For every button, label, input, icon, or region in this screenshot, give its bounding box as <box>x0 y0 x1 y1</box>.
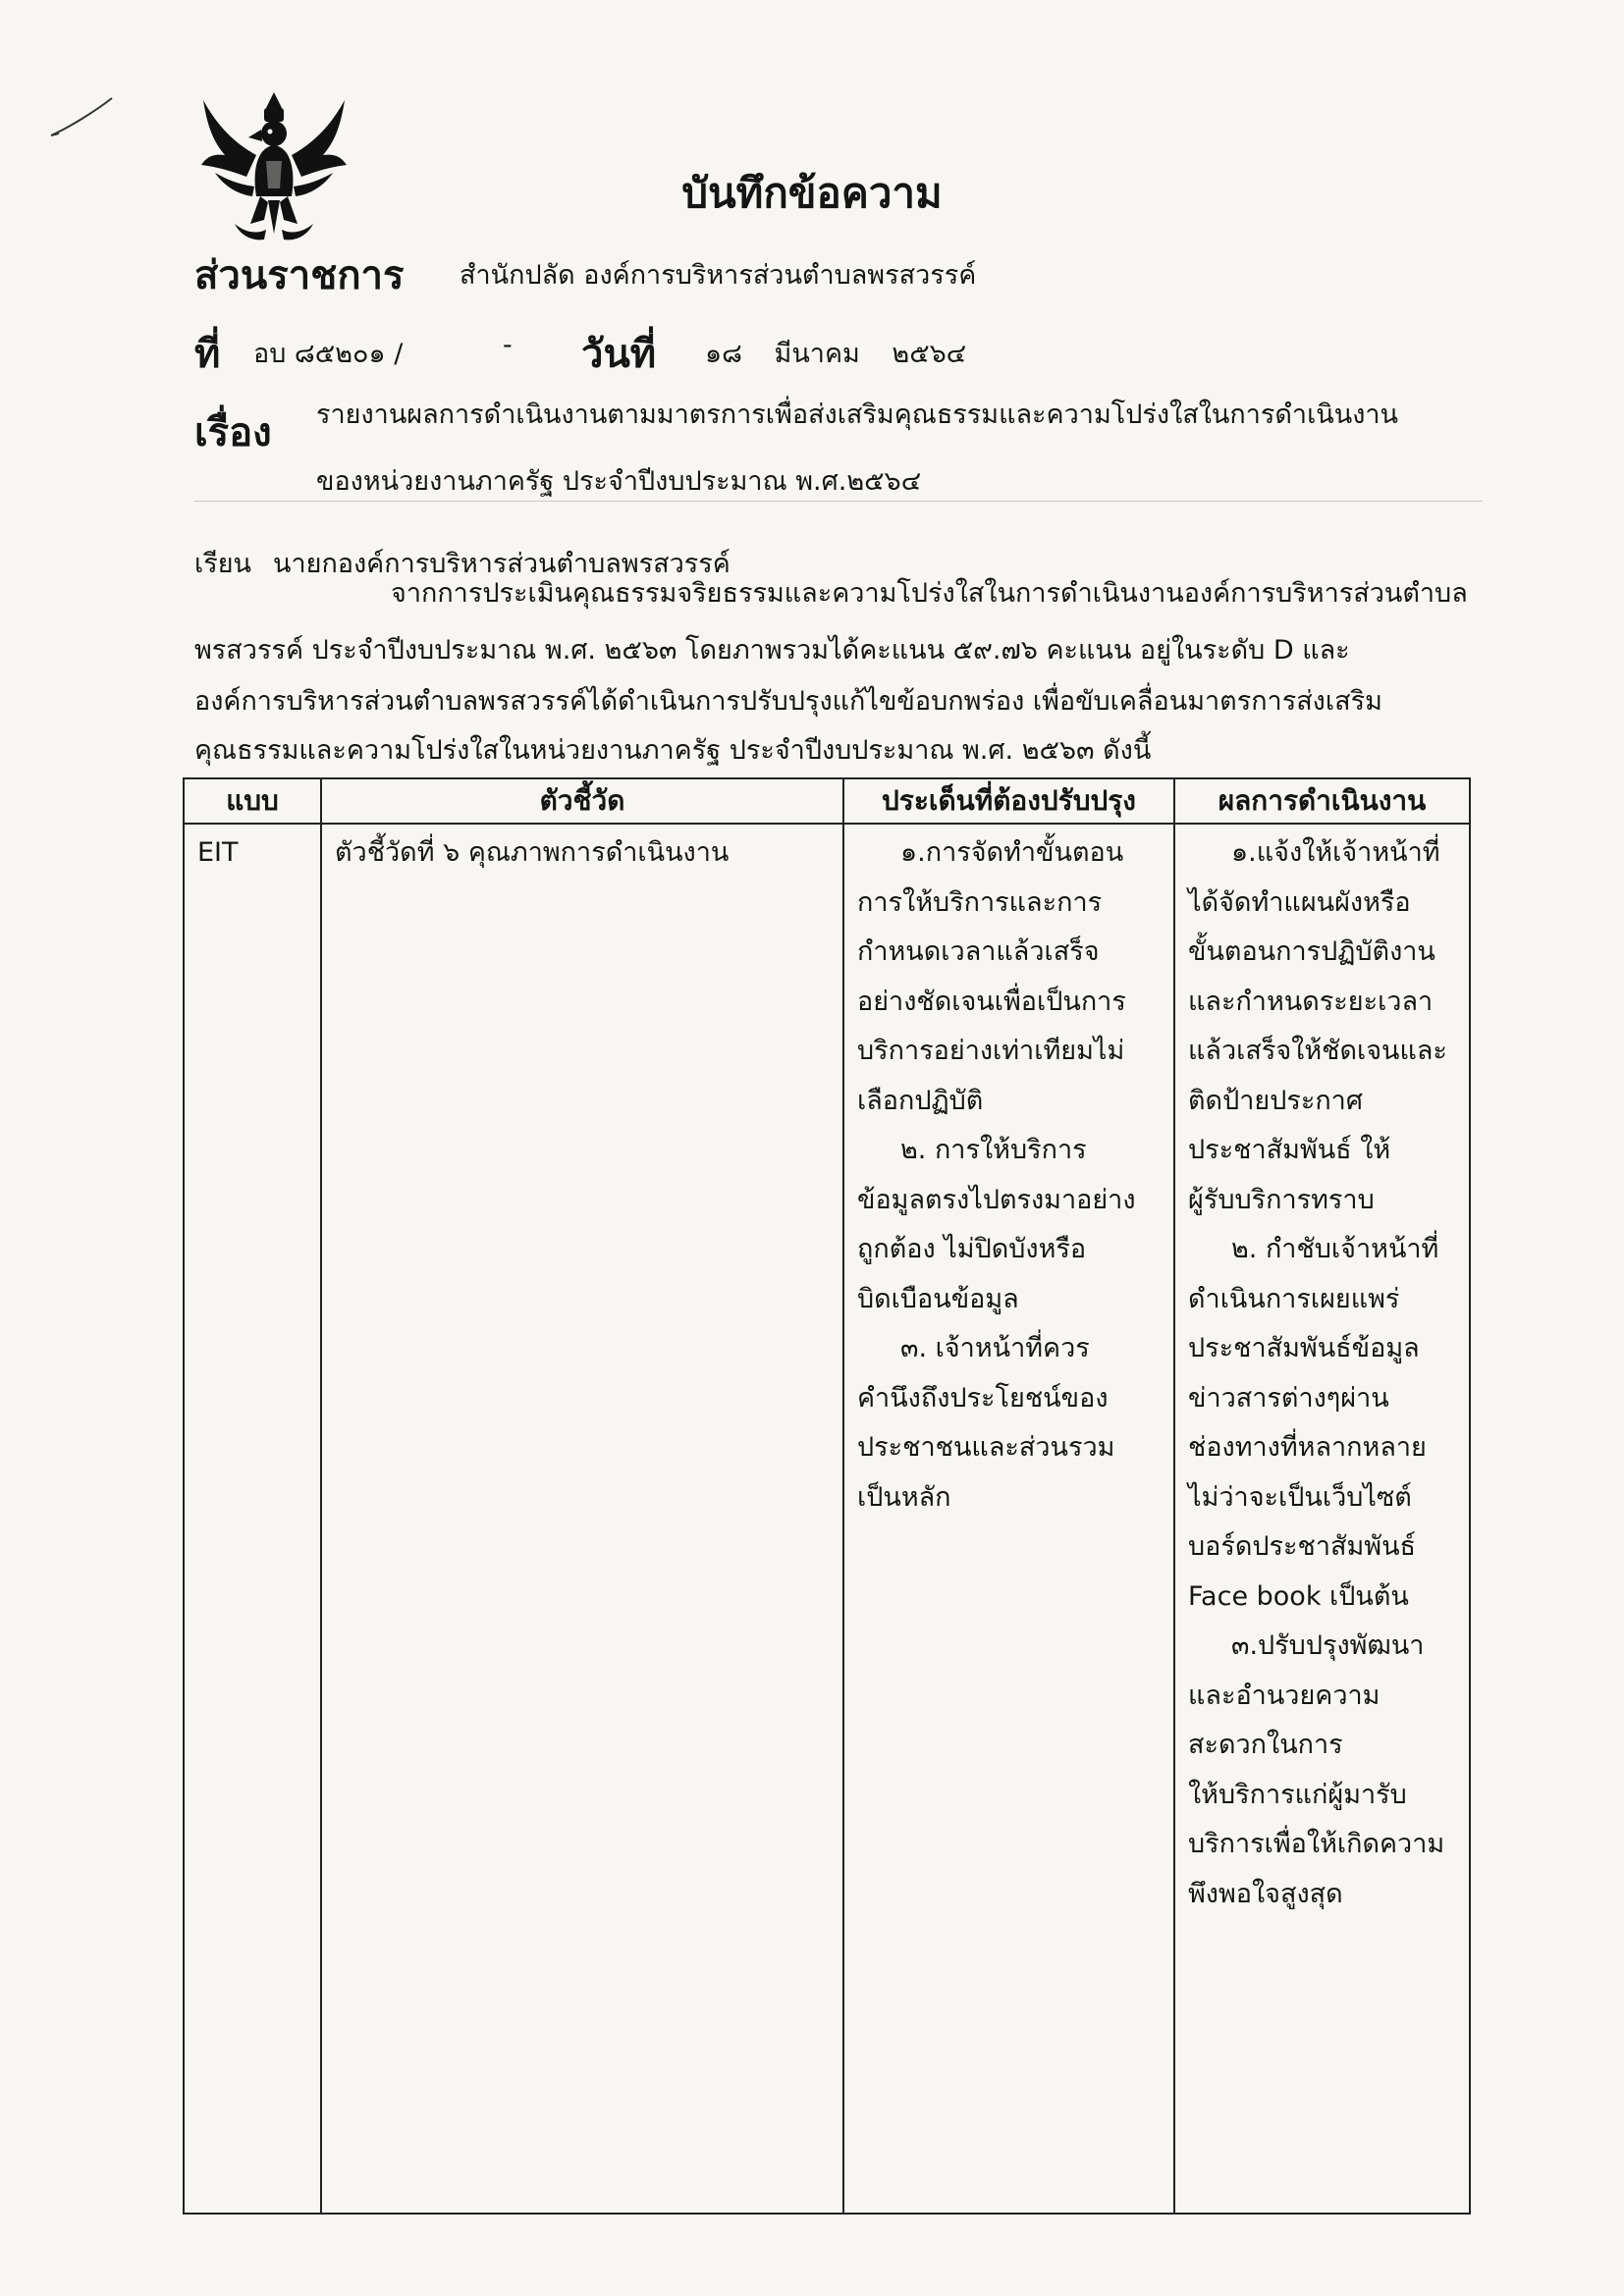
result-line: ไม่ว่าจะเป็นเว็บไซต์ <box>1188 1481 1412 1513</box>
result-line: ได้จัดทำแผนผังหรือ <box>1188 886 1411 918</box>
results-table <box>183 777 1471 2215</box>
salutation-label: เรียน <box>194 549 252 579</box>
agency-value: สำนักปลัด องค์การบริหารส่วนตำบลพรสวรรค์ <box>460 260 977 291</box>
issue-line: ข้อมูลตรงไปตรงมาอย่าง <box>857 1184 1136 1215</box>
body-line-4: คุณธรรมและความโปร่งใสในหน่วยงานภาครัฐ ประจำปีงบประมาณ พ.ศ. ๒๕๖๓ ดังนี้ <box>194 735 1152 766</box>
cell-indicator <box>321 824 843 2214</box>
issue-line: การให้บริการและการ <box>857 886 1103 918</box>
type-value: EIT <box>197 837 239 868</box>
result-line: บอร์ดประชาสัมพันธ์ <box>1188 1531 1417 1562</box>
result-line: ๒. กำชับเจ้าหน้าที่ <box>1231 1234 1439 1264</box>
issue-line: คำนึงถึงประโยชน์ของ <box>857 1382 1109 1414</box>
issue-line: กำหนดเวลาแล้วเสร็จ <box>857 936 1100 967</box>
result-line: ๓.ปรับปรุงพัฒนา <box>1231 1630 1425 1661</box>
table-header-row <box>184 778 1470 824</box>
subject-label: เรื่อง <box>194 410 272 455</box>
ref-dash: - <box>503 330 513 360</box>
result-line: สะดวกในการ <box>1188 1730 1343 1760</box>
issue-line: บิดเบือนข้อมูล <box>857 1283 1019 1314</box>
ref-label: ที่ <box>194 332 221 377</box>
result-line: ประชาสัมพันธ์ข้อมูล <box>1188 1333 1420 1363</box>
header-results: ผลการดำเนินงาน <box>1174 778 1470 824</box>
cell-results <box>1174 824 1470 2214</box>
result-line: ประชาสัมพันธ์ ให้ <box>1188 1135 1391 1165</box>
result-line: ๑.แจ้งให้เจ้าหน้าที่ <box>1231 837 1440 868</box>
body-line-3: องค์การบริหารส่วนตำบลพรสวรรค์ได้ดำเนินการปรับปรุงแก้ไขข้อบกพร่อง เพื่อขับเคลื่อนมาตรการส่งเสริม <box>194 686 1382 717</box>
cell-issues <box>843 824 1174 2214</box>
header-indicator: ตัวชี้วัด <box>321 778 843 824</box>
issue-line: อย่างชัดเจนเพื่อเป็นการ <box>857 986 1126 1017</box>
result-line: ติดป้ายประกาศ <box>1188 1085 1363 1116</box>
issue-line: เป็นหลัก <box>857 1481 951 1513</box>
result-line: แล้วเสร็จให้ชัดเจนและ <box>1188 1036 1447 1066</box>
issue-line: เลือกปฏิบัติ <box>857 1085 984 1116</box>
subject-line-2: ของหน่วยงานภาครัฐ ประจำปีงบประมาณ พ.ศ.๒๕๖๔ <box>316 466 922 497</box>
result-line: พึงพอใจสูงสุด <box>1188 1878 1343 1909</box>
result-line: ขั้นตอนการปฏิบัติงาน <box>1188 936 1435 967</box>
result-line: ช่องทางที่หลากหลาย <box>1188 1432 1427 1463</box>
agency-label: ส่วนราชการ <box>194 253 405 298</box>
issue-line: ประชาชนและส่วนรวม <box>857 1432 1115 1463</box>
body-line-1: จากการประเมินคุณธรรมจริยธรรมและความโปร่งใสในการดำเนินงานองค์การบริหารส่วนตำบล <box>391 578 1468 609</box>
header-type: แบบ <box>184 778 321 824</box>
body-line-2: พรสวรรค์ ประจำปีงบประมาณ พ.ศ. ๒๕๖๓ โดยภาพรวมได้คะแนน ๕๙.๗๖ คะแนน อยู่ในระดับ D และ <box>194 635 1350 666</box>
table-row <box>184 824 1470 2214</box>
subject-line-1: รายงานผลการดำเนินงานตามมาตรการเพื่อส่งเสริมคุณธรรมและความโปร่งใสในการดำเนินงาน <box>316 400 1399 430</box>
document-title: บันทึกข้อความ <box>681 169 943 217</box>
date-value: ๑๘ มีนาคม ๒๕๖๔ <box>705 339 967 369</box>
issue-line: บริการอย่างเท่าเทียมไม่ <box>857 1036 1125 1066</box>
indicator-value: ตัวชี้วัดที่ ๖ คุณภาพการดำเนินงาน <box>335 837 730 868</box>
salutation-value: นายกองค์การบริหารส่วนตำบลพรสวรรค์ <box>273 549 731 579</box>
cell-type <box>184 824 321 2214</box>
result-line: บริการเพื่อให้เกิดความ <box>1188 1829 1445 1859</box>
result-line: Face book เป็นต้น <box>1188 1580 1409 1612</box>
result-line: และอำนวยความ <box>1188 1680 1380 1711</box>
result-line: ดำเนินการเผยแพร่ <box>1188 1283 1400 1314</box>
issue-line: ๑.การจัดทำขั้นตอน <box>900 837 1124 868</box>
result-line: ให้บริการแก่ผู้มารับ <box>1188 1779 1407 1810</box>
result-line: ข่าวสารต่างๆผ่าน <box>1188 1382 1389 1414</box>
pen-mark-icon <box>47 94 116 143</box>
ref-value: อบ ๘๕๒๐๑ / <box>253 339 404 369</box>
header-issues: ประเด็นที่ต้องปรับปรุง <box>843 778 1174 824</box>
date-label: วันที่ <box>581 332 657 377</box>
result-line: ผู้รับบริการทราบ <box>1188 1184 1375 1215</box>
header-divider <box>194 501 1483 502</box>
issue-line: ๒. การให้บริการ <box>900 1135 1087 1165</box>
result-line: และกำหนดระยะเวลา <box>1188 986 1434 1017</box>
issue-line: ๓. เจ้าหน้าที่ควร <box>900 1333 1090 1363</box>
issue-line: ถูกต้อง ไม่ปิดบังหรือ <box>857 1234 1087 1264</box>
